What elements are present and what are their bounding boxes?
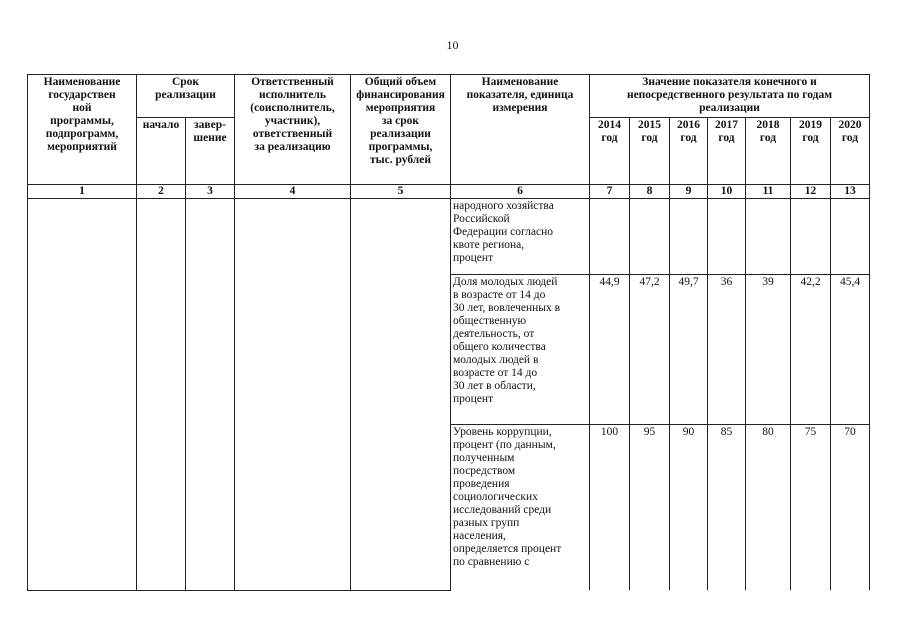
financing-cell: [351, 199, 451, 591]
value-2018: 39: [746, 275, 791, 425]
column-number: 8: [630, 185, 670, 199]
value-2020: 45,4: [831, 275, 870, 425]
header-indicator-name: Наименование показателя, единица измерения: [451, 75, 590, 185]
value-2016: 90: [670, 425, 708, 591]
column-number: 3: [186, 185, 235, 199]
indicator-name: Доля молодых людей в возрасте от 14 до 30 лет, вовлеченных в общественную деятельность, от общего количества молодых людей в возрасте от 14 до 30 лет в области, процент: [451, 275, 590, 425]
column-number: 13: [831, 185, 870, 199]
executor-cell: [235, 199, 351, 591]
indicator-name: народного хозяйства Российской Федерации согласно квоте региона, процент: [451, 199, 590, 275]
value-2015: [630, 199, 670, 275]
header-end: завер- шение: [186, 118, 235, 185]
column-number-row: [28, 185, 870, 199]
indicators-table: [27, 74, 870, 591]
header-year-2014: 2014 год: [590, 118, 630, 185]
value-2017: [708, 199, 746, 275]
value-2014: 100: [590, 425, 630, 591]
column-number: 6: [451, 185, 590, 199]
header-year-2020: 2020 год: [831, 118, 870, 185]
column-number: 10: [708, 185, 746, 199]
header-year-2017: 2017 год: [708, 118, 746, 185]
program-cell: [28, 199, 137, 591]
column-number: 9: [670, 185, 708, 199]
value-2014: 44,9: [590, 275, 630, 425]
header-year-2018: 2018 год: [746, 118, 791, 185]
column-number: 2: [137, 185, 186, 199]
value-2016: [670, 199, 708, 275]
header-executor: Ответственный исполнитель (соисполнитель, участник), ответственный за реализацию: [235, 75, 351, 185]
indicator-name: Уровень коррупции, процент (по данным, полученным посредством проведения социологических исследований среди разных групп населения, определяется процент по сравнению с: [451, 425, 590, 591]
value-2018: [746, 199, 791, 275]
header-program-name: Наименование государствен ной программы, подпрограмм, мероприятий: [28, 75, 137, 185]
value-2020: 70: [831, 425, 870, 591]
value-2016: 49,7: [670, 275, 708, 425]
header-year-2019: 2019 год: [791, 118, 831, 185]
value-2017: 36: [708, 275, 746, 425]
column-number: 11: [746, 185, 791, 199]
page-number: 10: [446, 38, 459, 52]
header-indicator-values: Значение показателя конечного и непосредственного результата по годам реализации: [590, 75, 870, 118]
value-2018: 80: [746, 425, 791, 591]
value-2015: 47,2: [630, 275, 670, 425]
value-2019: 42,2: [791, 275, 831, 425]
column-number: 7: [590, 185, 630, 199]
header-financing: Общий объем финансирования мероприятия за срок реализации программы, тыс. рублей: [351, 75, 451, 185]
header-year-2016: 2016 год: [670, 118, 708, 185]
value-2017: 85: [708, 425, 746, 591]
value-2014: [590, 199, 630, 275]
header-term: Срок реализации: [137, 75, 235, 118]
column-number: 5: [351, 185, 451, 199]
value-2020: [831, 199, 870, 275]
value-2015: 95: [630, 425, 670, 591]
column-number: 1: [28, 185, 137, 199]
column-number: 12: [791, 185, 831, 199]
value-2019: 75: [791, 425, 831, 591]
header-year-2015: 2015 год: [630, 118, 670, 185]
start-cell: [137, 199, 186, 591]
end-cell: [186, 199, 235, 591]
table-row: [28, 199, 870, 275]
header-start: начало: [137, 118, 186, 185]
column-number: 4: [235, 185, 351, 199]
value-2019: [791, 199, 831, 275]
